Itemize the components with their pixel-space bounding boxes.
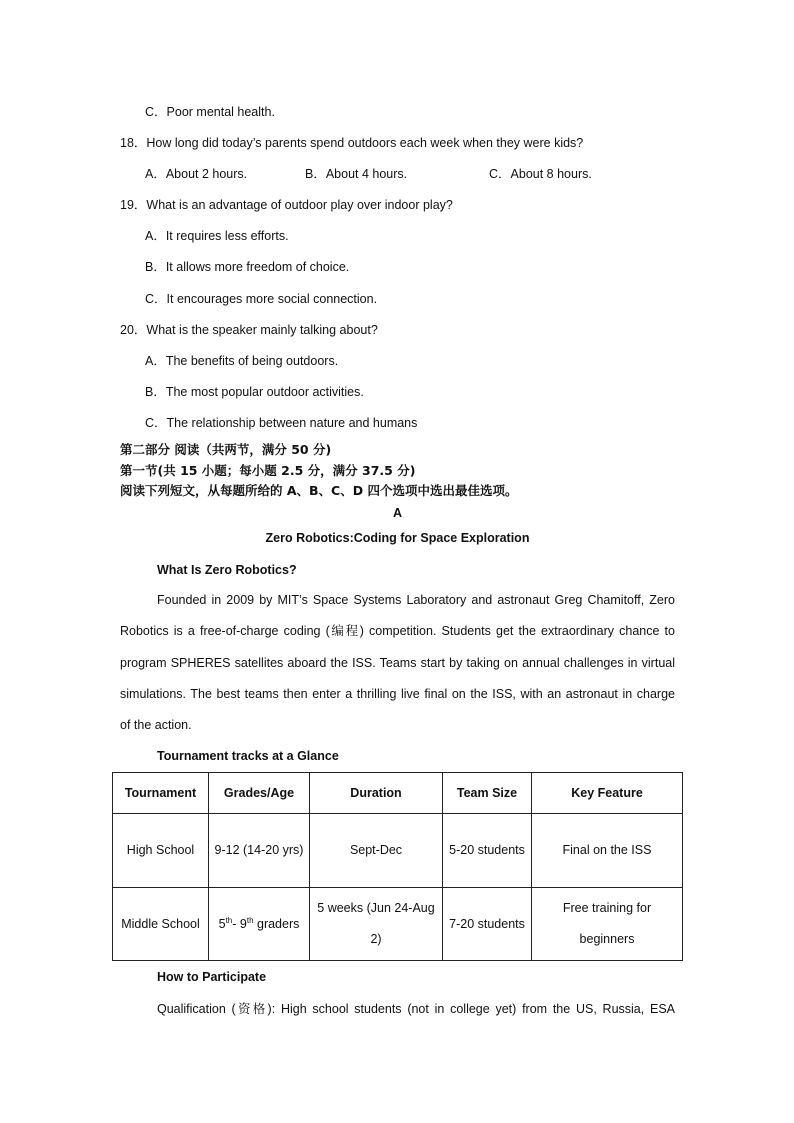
q18-question: 18．How long did today’s parents spend outdoors each week when they were kids?: [120, 136, 584, 150]
q19-option-b: B．It allows more freedom of choice.: [145, 260, 350, 274]
table-row: [113, 814, 683, 888]
cell-tournament: Middle School: [113, 888, 209, 961]
passage-letter: A: [392, 506, 403, 520]
subhead-how-to: How to Participate: [157, 970, 267, 984]
subhead-what-is: What Is Zero Robotics?: [157, 563, 297, 577]
table-row: [113, 888, 683, 961]
cell-tournament: High School: [113, 814, 209, 888]
q18-option-b: B．About 4 hours.: [305, 167, 408, 181]
passage-title: Zero Robotics:Coding for Space Exploration: [265, 531, 530, 545]
q17-option-c: C．Poor mental health.: [145, 105, 275, 119]
header-tournament: Tournament: [113, 773, 209, 814]
grades-start: 5: [218, 916, 226, 931]
cell-duration: 5 weeks (Jun 24-Aug 2): [310, 888, 443, 961]
para-line-2: Robotics is a free-of-charge coding (编程) competition. Students get the extraordinary chance to: [120, 624, 675, 638]
grades-end: graders: [253, 916, 300, 931]
cell-team-size: 7-20 students: [443, 888, 532, 961]
q19-question: 19．What is an advantage of outdoor play over indoor play?: [120, 198, 453, 212]
header-grades: Grades/Age: [209, 773, 310, 814]
qualification-line: Qualification (资格): High school students (not in college yet) from the US, Russia, ESA: [157, 1002, 675, 1016]
para-line-3: program SPHERES satellites aboard the ISS. Teams start by taking on annual challenges in virtual: [120, 656, 675, 670]
cell-feature: Free training for beginners: [532, 888, 683, 961]
q20-question: 20．What is the speaker mainly talking about?: [120, 323, 378, 337]
section1-heading: 第一节(共 15 小题；每小题 2.5 分，满分 37.5 分): [120, 463, 416, 478]
cell-feature: Final on the ISS: [532, 814, 683, 888]
grades-sup-end: th: [246, 915, 254, 925]
q20-option-a: A．The benefits of being outdoors.: [145, 354, 339, 368]
q19-option-a: A．It requires less efforts.: [145, 229, 289, 243]
reading-instruction: 阅读下列短文，从每题所给的 A、B、C、D 四个选项中选出最佳选项。: [120, 483, 518, 498]
para-line-5: of the action.: [120, 718, 192, 732]
header-key-feature: Key Feature: [532, 773, 683, 814]
cell-grades: [209, 888, 310, 961]
cell-grades: 9-12 (14-20 yrs): [209, 814, 310, 888]
q19-option-c: C．It encourages more social connection.: [145, 292, 378, 306]
cell-team-size: 5-20 students: [443, 814, 532, 888]
para-line-4: simulations. The best teams then enter a thrilling live final on the ISS, with an astronaut in charge: [120, 687, 675, 701]
q18-option-c: C．About 8 hours.: [489, 167, 592, 181]
table-header-row: [113, 773, 683, 814]
grades-mid: - 9: [232, 916, 247, 931]
table-caption: Tournament tracks at a Glance: [157, 749, 339, 763]
cell-duration: Sept-Dec: [310, 814, 443, 888]
q20-option-b: B．The most popular outdoor activities.: [145, 385, 364, 399]
header-team-size: Team Size: [443, 773, 532, 814]
part2-heading: 第二部分 阅读（共两节，满分 50 分): [120, 442, 332, 457]
q18-option-a: A．About 2 hours.: [145, 167, 248, 181]
header-duration: Duration: [310, 773, 443, 814]
para-line-1: Founded in 2009 by MIT’s Space Systems Laboratory and astronaut Greg Chamitoff, Zero: [157, 593, 675, 607]
tournament-table: [112, 772, 683, 961]
q20-option-c: C．The relationship between nature and humans: [145, 416, 418, 430]
grades-sup-start: th: [225, 915, 233, 925]
